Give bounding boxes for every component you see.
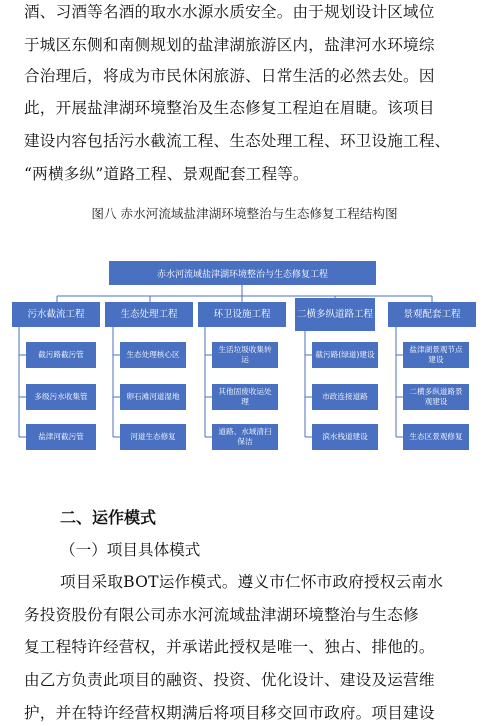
leaf-node: 卵石滩河道湿地	[120, 384, 186, 410]
leaf-node: 截污路截污管	[26, 342, 96, 368]
section-subheading: （一）项目具体模式	[60, 541, 201, 559]
leaf-node: 生态处理核心区	[120, 342, 186, 368]
text-line: 务投资股份有限公司赤水河流域盐津湖环境整治与生态修	[24, 606, 419, 624]
leaf-node: 市政连接道路	[312, 384, 378, 410]
leaf-node: 其他固废收运处理	[212, 384, 278, 410]
text-line: 建设内容包括污水截流工程、生态处理工程、环卫设施工程、	[24, 132, 451, 150]
text-line: “两横多纵”道路工程、景观配套工程等。	[24, 165, 309, 183]
leaf-node: 盐津湖景观节点建设	[403, 342, 469, 368]
text-line: 护，并在特许经营权期满后将项目移交回市政府。项目建设	[24, 704, 435, 722]
category-node-roads: 二横多纵道路工程	[295, 298, 375, 331]
leaf-node: 二横多纵道路景观建设	[403, 384, 469, 410]
text-line: 项目采取BOT运作模式。遵义市仁怀市政府授权云南水	[60, 573, 443, 591]
leaf-node: 多级污水收集管	[26, 384, 96, 410]
text-line: 由乙方负责此项目的融资、投资、优化设计、建设及运营维	[24, 671, 435, 689]
leaf-node: 截污路(绿道)建设	[312, 342, 378, 368]
category-node-sanitation: 环卫设施工程	[198, 302, 286, 327]
leaf-node: 河道生态修复	[120, 424, 186, 450]
section-heading: 二、运作模式	[60, 508, 157, 527]
text-line: 于城区东侧和南侧规划的盐津湖旅游区内，盐津河水环境综	[24, 36, 435, 54]
text-line: 酒、习酒等名酒的取水水源水质安全。由于规划设计区域位	[24, 3, 435, 21]
diagram-root-node: 赤水河流域盐津湖环境整治与生态修复工程	[109, 261, 376, 285]
text-line: 复工程特许经营权，并承诺此授权是唯一、独占、排他的。	[24, 638, 435, 656]
leaf-node: 盐津河截污管	[26, 424, 96, 450]
category-node-landscape: 景观配套工程	[388, 302, 476, 327]
leaf-node: 道路、水域清扫保洁	[212, 424, 278, 450]
leaf-node: 滨水栈道建设	[312, 424, 378, 450]
leaf-node: 生活垃圾收集转运	[212, 342, 278, 368]
text-line: 合治理后，将成为市民休闲旅游、日常生活的必然去处。因	[24, 67, 435, 85]
leaf-node: 生态区景观修复	[403, 424, 469, 450]
text-line: 此，开展盐津湖环境整治及生态修复工程迫在眉睫。该项目	[24, 99, 435, 117]
category-node-sewage: 污水截流工程	[12, 302, 100, 327]
category-node-ecological: 生态处理工程	[105, 302, 193, 327]
figure-caption: 图八 赤水河流域盐津湖环境整治与生态修复工程结构图	[91, 206, 398, 221]
